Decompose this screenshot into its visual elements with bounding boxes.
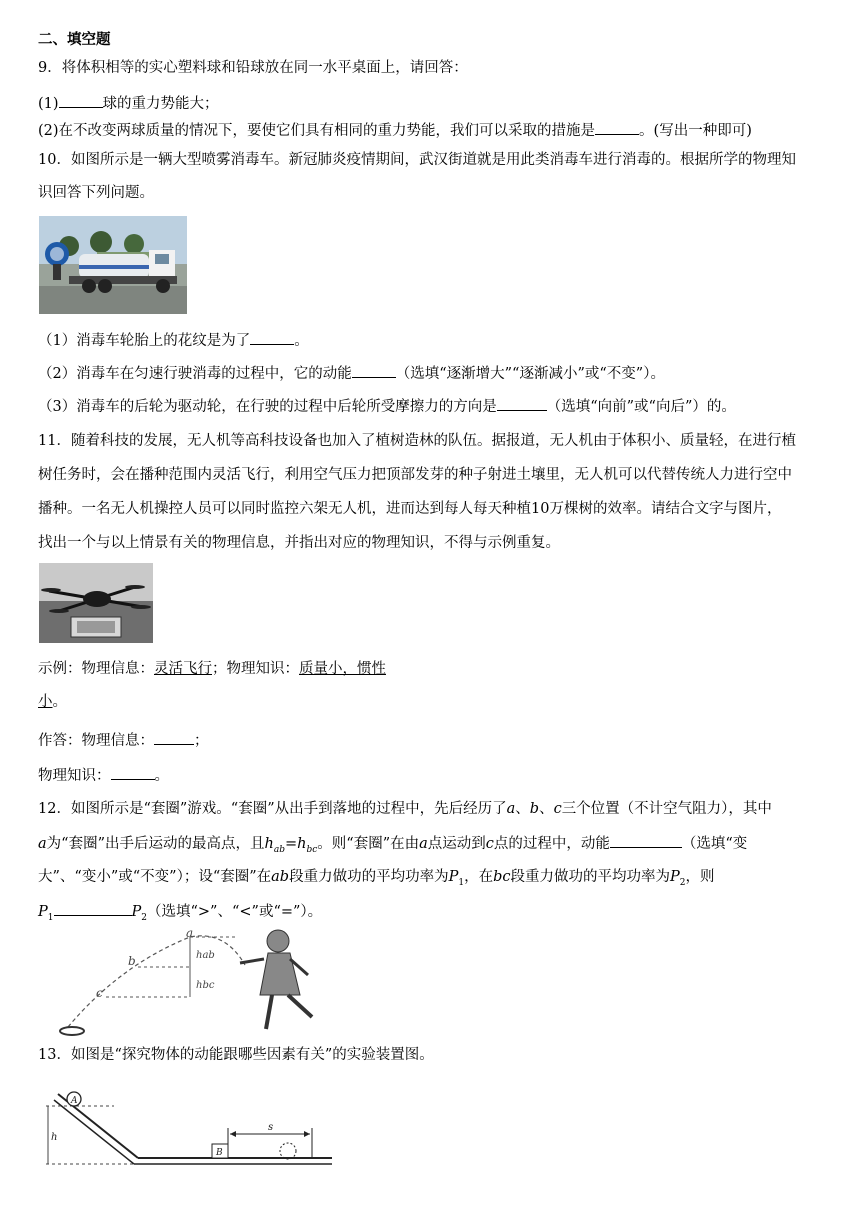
answer-blank[interactable] bbox=[111, 765, 155, 780]
hbc-label: hbc bbox=[196, 980, 215, 991]
q10-stem-line1: 10．如图所示是一辆大型喷雾消毒车。新冠肺炎疫情期间，武汉街道就是用此类消毒车进行消毒的。根据所学的物理知 bbox=[38, 152, 796, 168]
section-heading: 二、填空题 bbox=[38, 32, 111, 48]
girl-illustration bbox=[240, 930, 312, 1029]
ball-a-label: A bbox=[71, 1096, 78, 1106]
q9-part1: (1) 球的重力势能大； bbox=[38, 93, 219, 114]
q12-line4: $P_1$ $P_2$（选填“>”、“<”或“=”）。 bbox=[38, 901, 322, 928]
q12-line3: 大”、“变小”或“不变”）；设“套圈”在ab段重力做功的平均功率为$P_1$，在bc段重力做功的平均功率为$P_2$，则 bbox=[38, 869, 715, 888]
height-h-label: h bbox=[51, 1132, 58, 1143]
answer-blank[interactable] bbox=[497, 396, 547, 411]
q9-stem: 9．将体积相等的实心塑料球和铅球放在同一水平桌面上，请回答： bbox=[38, 60, 468, 76]
q12-line1: 12．如图所示是“套圈”游戏。“套圈”从出手到落地的过程中，先后经历了a、b、c三个位置（不计空气阻力），其中 bbox=[38, 801, 772, 817]
answer-blank[interactable] bbox=[54, 901, 132, 916]
drone-photo bbox=[39, 563, 153, 643]
q11-line2: 树任务时，会在播种范围内灵活飞行，利用空气压力把顶部发芽的种子射进土壤里，无人机可以代替传统人力进行空中 bbox=[38, 467, 792, 483]
block-b-label: B bbox=[216, 1148, 223, 1158]
q10-part2: （2）消毒车在匀速行驶消毒的过程中，它的动能 （选填“逐渐增大”“逐渐减小”或“不变”）。 bbox=[38, 363, 665, 384]
answer-blank[interactable] bbox=[59, 93, 103, 108]
point-c-label: c bbox=[96, 986, 103, 1000]
hab-label: hab bbox=[196, 950, 215, 961]
point-b-label: b bbox=[128, 954, 136, 968]
ring-toss-figure bbox=[50, 925, 350, 1037]
answer-blank[interactable] bbox=[250, 330, 294, 345]
q11-line3: 播种。一名无人机操控人员可以同时监控六架无人机，进而达到每人每天种植10万棵树的效率。请结合文字与图片， bbox=[38, 501, 782, 517]
answer-blank[interactable] bbox=[154, 730, 194, 745]
disinfection-truck-photo bbox=[39, 216, 187, 314]
q11-line4: 找出一个与以上情景有关的物理信息，并指出对应的物理知识，不得与示例重复。 bbox=[38, 535, 560, 551]
q10-part3: （3）消毒车的后轮为驱动轮，在行驶的过程中后轮所受摩擦力的方向是 （选填“向前”或“向后”）的。 bbox=[38, 396, 736, 417]
q11-answer-info: 作答：物理信息： ； bbox=[38, 730, 209, 751]
q12-line2: a为“套圈”出手后运动的最高点，且$h_{ab}=h_{bc}$。则“套圈”在由a点运动到c点的过程中，动能 （选填“变 bbox=[38, 833, 747, 860]
q10-part1: （1）消毒车轮胎上的花纹是为了 。 bbox=[38, 330, 309, 351]
answer-blank[interactable] bbox=[610, 833, 682, 848]
distance-s-label: s bbox=[268, 1122, 274, 1133]
kinetic-energy-apparatus-figure bbox=[40, 1086, 340, 1174]
q10-stem-line2: 识回答下列问题。 bbox=[38, 185, 154, 201]
answer-blank[interactable] bbox=[352, 363, 396, 378]
q13-stem: 13．如图是“探究物体的动能跟哪些因素有关”的实验装置图。 bbox=[38, 1047, 434, 1063]
q11-answer-knowledge: 物理知识： 。 bbox=[38, 765, 169, 786]
q11-example: 示例：物理信息：灵活飞行；物理知识：质量小，惯性 bbox=[38, 661, 386, 677]
answer-blank[interactable] bbox=[595, 120, 639, 135]
q11-example-cont: 小。 bbox=[38, 694, 67, 710]
q11-line1: 11．随着科技的发展，无人机等高科技设备也加入了植树造林的队伍。据报道，无人机由于体积小、质量轻，在进行植 bbox=[38, 433, 796, 449]
q9-part2: (2)在不改变两球质量的情况下，要使它们具有相同的重力势能，我们可以采取的措施是 。(写出一种即可) bbox=[38, 120, 752, 141]
point-a-label: a bbox=[186, 926, 194, 940]
